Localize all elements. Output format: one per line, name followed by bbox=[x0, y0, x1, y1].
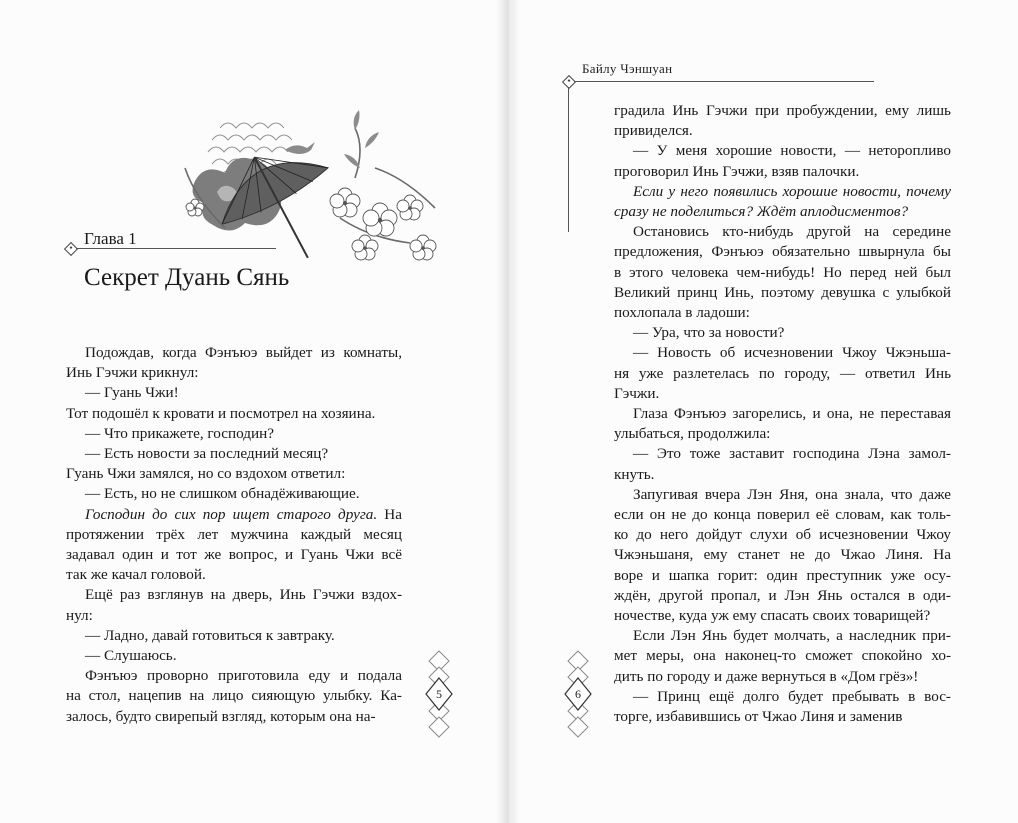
text-segment: протяжении трёх лет мужчина каждый месяц bbox=[66, 525, 402, 543]
text-line bbox=[66, 545, 402, 565]
text-segment: — У меня хорошие новости, — неторопливо bbox=[633, 142, 951, 160]
text-line bbox=[614, 343, 951, 363]
text-segment: предложения, Фэнъюэ обязательно швырнула бы bbox=[614, 243, 951, 261]
text-segment: — Это тоже заставит господина Лэна замол- bbox=[633, 445, 951, 463]
text-segment: ко до него дойдут слухи об исчезновении Чжоу bbox=[614, 526, 951, 544]
text-segment: Гэчжи. bbox=[614, 384, 660, 402]
right-body-text bbox=[614, 101, 951, 727]
page-number-left: 5 bbox=[436, 687, 442, 701]
text-segment: на стол, нацепив на лицо сияющую улыбку. Ка- bbox=[66, 687, 402, 705]
text-segment: — Ура, что за новости? bbox=[633, 324, 785, 342]
page-number-badge-left bbox=[424, 645, 454, 745]
text-line bbox=[66, 363, 402, 383]
text-line bbox=[66, 626, 402, 646]
text-segment: Гуань Чжи замялся, но со вздохом ответил: bbox=[66, 465, 346, 483]
book-gutter-shadow bbox=[496, 0, 520, 823]
text-segment: Фэнъюэ проворно приготовила еду и подала bbox=[85, 667, 402, 685]
text-segment: — Гуань Чжи! bbox=[85, 384, 179, 402]
text-line bbox=[66, 464, 402, 484]
chapter-label: Глава 1 bbox=[84, 229, 137, 248]
text-line bbox=[614, 626, 951, 646]
italic-text: Если у него появились хорошие новости, почему bbox=[633, 182, 951, 200]
text-segment: — Есть новости за последний месяц? bbox=[85, 445, 329, 463]
text-line bbox=[614, 707, 951, 727]
text-segment: На bbox=[377, 505, 402, 523]
text-segment: ночестве, куда уж ему спасать своих товарищей? bbox=[614, 607, 931, 625]
page-number-badge-right bbox=[563, 645, 593, 745]
text-line bbox=[614, 586, 951, 606]
text-line bbox=[614, 646, 951, 666]
text-line bbox=[614, 263, 951, 283]
text-segment: Остановись кто-нибудь другой на середине bbox=[633, 223, 951, 241]
text-line bbox=[614, 323, 951, 343]
chapter-title: Секрет Дуань Сянь bbox=[84, 264, 290, 291]
running-head: Байлу Чэншуан bbox=[582, 61, 673, 76]
text-line bbox=[66, 343, 402, 363]
text-segment: — Есть, но не слишком обнадёживающие. bbox=[85, 485, 360, 503]
text-segment: дить по городу и даже вернуться в «Дом грёз»! bbox=[614, 667, 919, 685]
text-line bbox=[66, 484, 402, 504]
text-segment: Глаза Фэнъюэ загорелись, и она, не переставая bbox=[633, 405, 951, 423]
right-page bbox=[508, 0, 1018, 823]
text-line bbox=[66, 646, 402, 666]
text-line bbox=[614, 141, 951, 161]
text-line bbox=[66, 525, 402, 545]
text-segment: Чжэньшаня, ему станет не до Чжао Линя. На bbox=[614, 546, 951, 564]
text-line bbox=[614, 162, 951, 182]
text-line bbox=[614, 485, 951, 505]
text-segment: Ещё раз взглянув на дверь, Инь Гэчжи вздох- bbox=[85, 586, 402, 604]
text-line bbox=[614, 303, 951, 323]
text-segment: мет меры, она наконец-то сможет спокойно хо- bbox=[614, 647, 951, 665]
text-line bbox=[66, 444, 402, 464]
text-line bbox=[66, 666, 402, 686]
text-segment: градила Инь Гэчжи при пробуждении, ему лишь bbox=[614, 102, 951, 119]
text-segment: ждён, другой пропал, и Лэн Янь остался в оди- bbox=[614, 586, 951, 604]
text-line bbox=[614, 121, 951, 141]
text-segment: привиделся. bbox=[614, 122, 693, 140]
text-segment: Великий принц Инь, поэтому девушка с улыбкой bbox=[614, 283, 951, 301]
left-page bbox=[0, 0, 508, 823]
text-line bbox=[66, 383, 402, 403]
text-segment: проговорил Инь Гэчжи, взяв палочки. bbox=[614, 162, 860, 180]
text-segment: улыбаться, продолжила: bbox=[614, 425, 771, 443]
text-line bbox=[66, 565, 402, 585]
text-segment: залось, будто свирепый взгляд, которым она на- bbox=[66, 707, 376, 725]
page-number-right: 6 bbox=[575, 687, 581, 701]
text-segment: Тот подошёл к кровати и посмотрел на хозяина. bbox=[66, 404, 376, 422]
text-line bbox=[614, 525, 951, 545]
text-segment: — Новость об исчезновении Чжоу Чжэньша- bbox=[633, 344, 951, 362]
italic-text: Господин до сих пор ищет старого друга. bbox=[85, 505, 378, 523]
text-line bbox=[614, 424, 951, 444]
text-line bbox=[614, 283, 951, 303]
text-segment: воре и шапка горит: один преступник уже осу- bbox=[614, 566, 951, 584]
text-line bbox=[614, 182, 951, 202]
text-segment: в этого человека чем-нибудь! Но перед ней был bbox=[614, 263, 951, 281]
text-line bbox=[614, 242, 951, 262]
text-segment: кнуть. bbox=[614, 465, 655, 483]
text-segment: Запугивая вчера Лэн Яня, она знала, что даже bbox=[633, 485, 951, 503]
text-line bbox=[614, 465, 951, 485]
text-line bbox=[614, 444, 951, 464]
text-line bbox=[614, 364, 951, 384]
text-line bbox=[66, 424, 402, 444]
text-line bbox=[66, 606, 402, 626]
text-line bbox=[66, 505, 402, 525]
text-segment: — Слушаюсь. bbox=[85, 647, 177, 665]
text-line bbox=[614, 202, 951, 222]
text-line bbox=[614, 101, 951, 121]
text-line bbox=[614, 606, 951, 626]
italic-text: сразу не поделиться? Ждёт аплодисментов? bbox=[614, 203, 909, 221]
chapter-rule-diamond bbox=[64, 242, 78, 256]
parasol-and-cherry-blossom-illustration bbox=[165, 108, 455, 280]
text-segment: ня уже разлетелась по городу, — ответил Инь bbox=[614, 364, 951, 382]
text-segment: задавал один и тот же вопрос, и Гуань Чжи всё bbox=[66, 546, 402, 564]
text-line bbox=[614, 505, 951, 525]
text-line bbox=[614, 222, 951, 242]
text-segment: так же качал головой. bbox=[66, 566, 206, 584]
text-segment: похлопала в ладоши: bbox=[614, 304, 750, 322]
text-line bbox=[614, 667, 951, 687]
text-line bbox=[614, 384, 951, 404]
running-head-rule bbox=[574, 81, 874, 82]
text-line bbox=[614, 545, 951, 565]
text-segment: Подождав, когда Фэнъюэ выйдет из комнаты, bbox=[85, 344, 402, 361]
text-segment: торге, избавившись от Чжао Линя и заменив bbox=[614, 708, 903, 726]
text-segment: Инь Гэчжи крикнул: bbox=[66, 364, 199, 382]
running-head-vertical-rule bbox=[568, 87, 569, 232]
text-segment: нул: bbox=[66, 606, 93, 624]
text-line bbox=[614, 404, 951, 424]
text-segment: Если Лэн Янь будет молчать, а наследник при- bbox=[633, 627, 951, 645]
text-segment: — Ладно, давай готовиться к завтраку. bbox=[85, 626, 335, 644]
text-line bbox=[66, 707, 402, 727]
text-line bbox=[66, 686, 402, 706]
text-segment: если он не до конца поверил её словам, как толь- bbox=[614, 506, 951, 524]
text-line bbox=[66, 404, 402, 424]
text-segment: — Принц ещё долго будет пребывать в вос- bbox=[633, 687, 951, 705]
text-segment: — Что прикажете, господин? bbox=[85, 424, 274, 442]
left-body-text bbox=[66, 343, 402, 727]
text-line bbox=[614, 566, 951, 586]
text-line bbox=[66, 585, 402, 605]
text-line bbox=[614, 687, 951, 707]
running-head-diamond bbox=[562, 75, 576, 89]
